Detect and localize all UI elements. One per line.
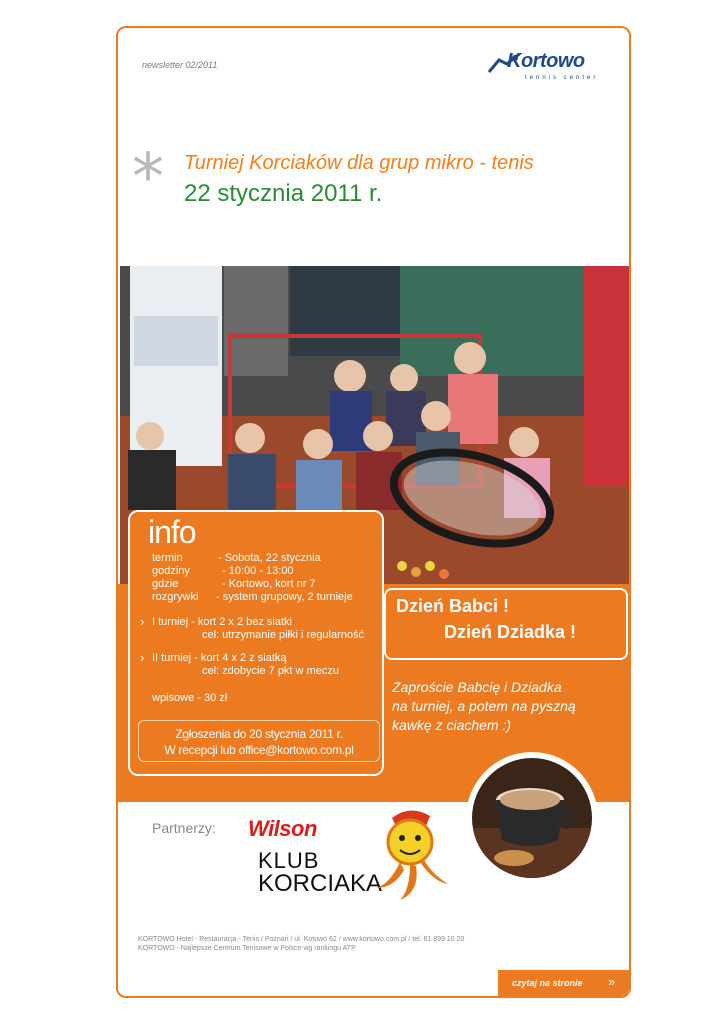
signup-box bbox=[138, 720, 380, 762]
footer-tagline: KORTOWO - Najlepsze Centrum Tenisowe w Polsce wg rankingu ATP bbox=[138, 945, 356, 952]
logo-subtitle: tennis center bbox=[525, 75, 599, 81]
signup-contact-link[interactable]: W recepcji lub office@kortowo.com.pl bbox=[164, 743, 354, 757]
signup-deadline: Zgłoszenia do 20 stycznia 2011 r. bbox=[175, 727, 343, 741]
klub-word: KLUB bbox=[258, 848, 320, 873]
invite-text bbox=[392, 678, 576, 735]
headline-date: 22 stycznia 2011 r. bbox=[184, 180, 383, 207]
logo-name: Kortowo bbox=[507, 50, 585, 72]
info-value: - Sobota, 22 stycznia bbox=[218, 552, 321, 564]
read-more-label: czytaj na stronie bbox=[512, 978, 583, 988]
info-label: godziny bbox=[152, 565, 190, 577]
invite-line: kawkę z ciachem :) bbox=[392, 717, 512, 733]
tournament2-title: II turniej - kort 4 x 2 z siatką bbox=[152, 652, 287, 664]
asterisk-icon: * bbox=[132, 141, 164, 215]
footer-address: KORTOWO Hotel - Restauracja - Tenis / Poznań / ul. Kotowo 62 / www.kortowo.com.pl / tel. 61 899 10 20 bbox=[138, 936, 465, 943]
info-row-rozgrywki bbox=[130, 591, 380, 605]
info-label: termin bbox=[152, 552, 183, 564]
newsletter-page bbox=[116, 26, 631, 998]
wilson-logo[interactable]: Wilson bbox=[248, 816, 317, 841]
dziadka-heading: Dzień Dziadka ! bbox=[444, 622, 577, 642]
bullet-arrow-icon: › bbox=[140, 650, 145, 665]
info-row-termin bbox=[130, 552, 380, 566]
read-more-button[interactable] bbox=[498, 970, 629, 996]
info-row-godziny bbox=[130, 565, 380, 579]
klub-korciaka-logo[interactable] bbox=[258, 848, 388, 898]
headline-title: Turniej Korciaków dla grup mikro - tenis bbox=[184, 152, 534, 174]
babci-heading: Dzień Babci ! bbox=[396, 596, 510, 616]
tournament1-title: I turniej - kort 2 x 2 bez siatki bbox=[152, 616, 292, 628]
info-value: - Kortowo, kort nr 7 bbox=[222, 578, 316, 590]
babci-box bbox=[384, 588, 628, 660]
newsletter-issue: newsletter 02/2011 bbox=[142, 60, 218, 70]
info-label: gdzie bbox=[152, 578, 179, 590]
tournament2-goal: cel: zdobycie 7 pkt w meczu bbox=[202, 665, 339, 677]
info-box bbox=[128, 510, 384, 776]
info-title: info bbox=[148, 514, 196, 550]
mascot-icon bbox=[370, 804, 450, 904]
double-chevron-right-icon: » bbox=[608, 974, 616, 989]
info-row-gdzie bbox=[130, 578, 380, 592]
bullet-arrow-icon: › bbox=[140, 614, 145, 629]
partners-label: Partnerzy: bbox=[152, 820, 216, 836]
info-value: - 10:00 - 13:00 bbox=[222, 565, 294, 577]
korciaka-word: KORCIAKA bbox=[258, 870, 383, 897]
kortowo-logo[interactable] bbox=[485, 48, 605, 88]
info-value: - system grupowy, 2 turnieje bbox=[216, 591, 353, 603]
coffee-image bbox=[466, 752, 598, 884]
invite-line: Zaproście Babcię i Dziadka bbox=[392, 679, 562, 695]
invite-line: na turniej, a potem na pyszną bbox=[392, 698, 576, 714]
entry-fee: wpisowe - 30 zł bbox=[152, 692, 228, 704]
info-label: rozgrywki bbox=[152, 591, 199, 603]
coffee-cup-icon bbox=[472, 758, 592, 878]
tournament1-goal: cel: utrzymanie piłki i regularność bbox=[202, 629, 365, 641]
